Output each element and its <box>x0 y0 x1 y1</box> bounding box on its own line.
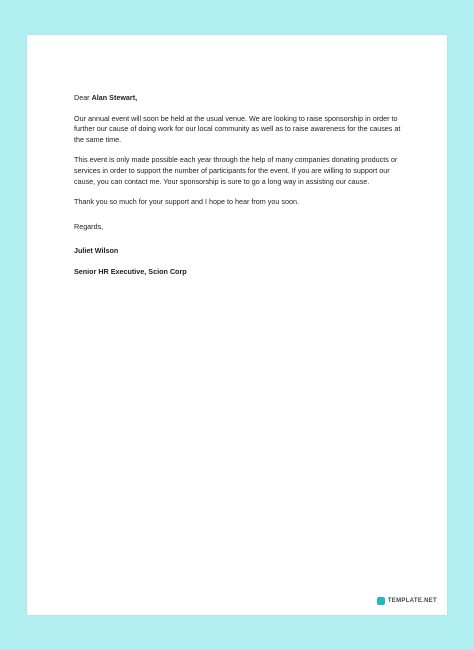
paragraph-2: This event is only made possible each year through the help of many companies donating products or services in order to support the number of participants for the event. If you are willing to support our cause, you can contact me. Your sponsorship is sure to go a long way in assisting our cause. <box>74 155 398 186</box>
letter-page <box>27 35 447 615</box>
signer-title: Senior HR Executive, Scion Corp <box>74 266 187 276</box>
salutation <box>74 93 404 104</box>
recipient-name: Alan Stewart, <box>91 93 138 102</box>
letter-body <box>74 93 404 288</box>
template-logo-icon <box>377 597 385 605</box>
template-watermark <box>377 597 437 605</box>
closing: Regards, <box>74 221 104 231</box>
salutation-prefix: Dear <box>74 93 92 102</box>
paragraph-1: Our annual event will soon be held at the usual venue. We are looking to raise sponsorship in order to further our cause of doing work for our local community as well as to raise awareness for the causes at the same time. <box>74 113 401 144</box>
watermark-text: TEMPLATE.NET <box>387 598 437 604</box>
paragraph-3: Thank you so much for your support and I hope to hear from you soon. <box>74 197 299 207</box>
signer-name: Juliet Wilson <box>74 246 119 256</box>
